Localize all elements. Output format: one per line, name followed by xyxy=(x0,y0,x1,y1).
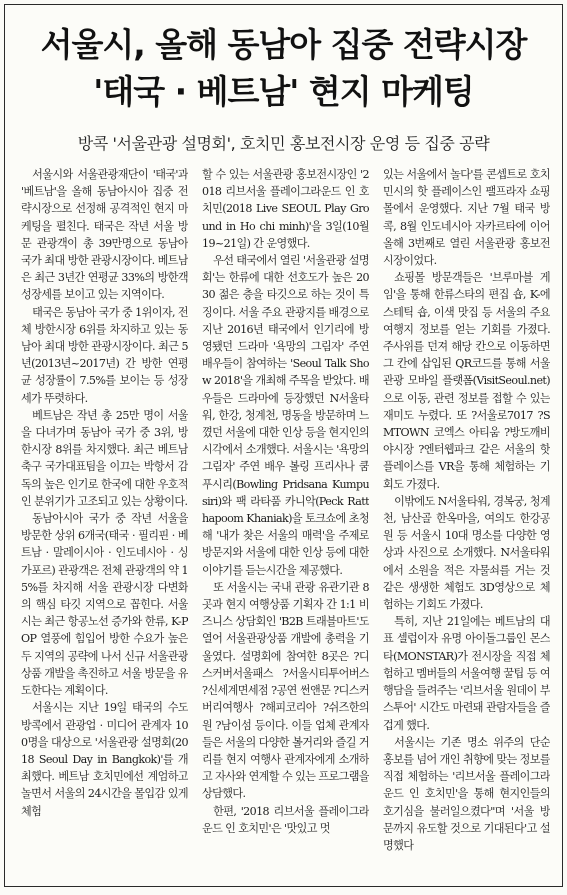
paragraph: 또 서울시는 국내 관광 유관기관 8곳과 현지 여행상품 기획자 간 1:1 비즈니스 상담회인 'B2B 트래블마트'도 열어 서울관광상품 개발에 총력을 기울였다. 설명회에 참여한 8곳은 ?디스커버서울패스 ?서울시티투어버스 ?신세계면세점 ?공연 썬앤문 ?디스커버리여행사 ?해피코리아 ?쉬즈한의원 ?남이섬 등이다. 이들 업체 관계자들은 서울의 다양한 볼거리와 즐길 거리를 현지 여행사 관계자에게 소개하고 자사와 연계할 수 있는 프로그램을 상담했다. xyxy=(202,580,369,801)
article-column-2 xyxy=(202,166,369,884)
article-column-3 xyxy=(383,166,550,884)
subheadline: 방콕 '서울관광 설명회', 호치민 홍보전시장 운영 등 집중 공략 xyxy=(77,134,490,153)
paragraph: 있는 서울에서 놀다'를 콘셉트로 호치민시의 핫 플레이스인 팰프라자 쇼핑몰에서 운영했다. 지난 7월 태국 방콕, 8월 인도네시아 자카르타에 이어 올해 3번째로 열린 서울관광 홍보전시장이었다. xyxy=(383,168,550,268)
paragraph: 우선 태국에서 열린 '서울관광 설명회'는 한류에 대한 선호도가 높은 2030 젊은 층을 타깃으로 하는 것이 특징이다. 서울 주요 관광지를 배경으로 지난 2016년 태국에서 인기리에 방영됐던 드라마 '욕망의 그림자' 주연 배우들이 참여하는 'Seoul Talk Show 2018'을 개최해 주목을 받았다. 배우들은 드라마에 등장했던 N서울타워, 한강, 청계천, 명동을 방문하며 느꼈던 서울에 대한 인상 등을 현지인의 시각에서 소개했다. 서울시는 '욕망의 그림자' 주연 배우 볼링 프리사나 쿰푸시리(Bowling Pridsana Kumpusiri)와 팩 라타품 카니악(Peck Ratthapoom Khaniak)을 토크쇼에 초청해 '내가 찾은 서울의 매력'을 주제로 방문지와 서울에 대한 인상 등에 대한 이야기를 듣는시간을 제공했다. xyxy=(202,254,369,577)
newspaper-article xyxy=(4,4,563,887)
headline-line-2: '태국 · 베트남' 현지 마케팅 xyxy=(93,72,474,111)
headline-line-1: 서울시, 올해 동남아 집중 전략시장 xyxy=(40,25,527,64)
paragraph: 할 수 있는 서울관광 홍보전시장인 '2018 리브서울 플레이그라운드 인 호치민(2018 Live SEOUL Play Ground in Ho chi minh)'을 3일(10월 19~21일) 간 운영했다. xyxy=(202,168,369,250)
paragraph: 특히, 지난 21일에는 베트남의 대표 셀럽이자 유명 아이돌그룹인 몬스타(MONSTAR)가 전시장을 직접 체험하고 멤버들의 서울여행 꿀팁 등 여행담을 들려주는 '리브서울 원데이 부스투어' 시간도 마련돼 관람자들을 즐겁게 했다. xyxy=(383,615,550,732)
paragraph: 서울시는 지난 19일 태국의 수도 방콕에서 관광업 · 미디어 관계자 100명을 대상으로 '서울관광 설명회(2018 Seoul Day in Bangkok)'를 개최했다. 베트남 호치민에선 계엄하고 놀면서 서울의 24시간을 몰입감 있게 체험 xyxy=(21,701,188,818)
paragraph: 한편, '2018 리브서울 플레이그라운드 인 호치민'은 '맛있고 멋 xyxy=(202,804,369,835)
paragraph: 쇼핑몰 방문객들은 '브루마블 게임'을 통해 한류스타의 편집 숍, K-에스테틱 숍, 이색 맛집 등 서울의 주요 여행지 정보를 얻는 기회를 가졌다. 주사위를 던져 해당 칸으로 이동하면 그 칸에 삽입된 QR코드를 통해 서울관광 모바일 플랫폼(VisitSeoul.net)으로 이동, 관련 정보를 접할 수 있는 재미도 누렸다. 또 ?서울로7017 ?SMTOWN 코엑스 아티움 ?방도깨비 야시장 ?엔터웹파크 같은 서울의 핫플레이스를 VR을 통해 체험하는 기회도 가졌다. xyxy=(383,271,550,491)
article-body xyxy=(5,166,562,884)
article-column-1 xyxy=(21,166,188,884)
paragraph: 이밖에도 N서울타워, 경복궁, 청계천, 남산골 한옥마을, 여의도 한강공원 등 서울시 10대 명소를 다양한 영상과 사진으로 소개했다. N서울타워에서 소원을 적은 자물쇠를 거는 것 같은 생생한 체험도 3D영상으로 체험하는 기회도 가졌다. xyxy=(383,494,550,612)
paragraph: 태국은 동남아 국가 중 1위이자, 전체 방한시장 6위를 차지하고 있는 동남아 최대 방한 관광시장이다. 최근 5년(2013년~2017년) 간 방한 연평균 성장률이 7.5%를 보이는 등 성장세가 뚜렷하다. xyxy=(21,305,188,405)
paragraph: 서울시는 기존 명소 위주의 단순 홍보를 넘어 개인 취향에 맞는 정보를 직접 체험하는 '리브서울 플레이그라운드 인 호치민'을 통해 현지인들의 호기심을 불러일으켰다"며 '서울 방문까지 유도할 것으로 기대된다'고 설명했다 xyxy=(383,735,550,852)
paragraph: 베트남은 작년 총 25만 명이 서울을 다녀가며 동남아 국가 중 3위, 방한시장 8위를 차지했다. 최근 베트남 축구 국가대표팀을 이끄는 박항서 감독의 높은 인기로 한국에 대한 우호적인 분위기가 고조되고 있는 상황이다. xyxy=(21,408,188,508)
paragraph: 서울시와 서울관광재단이 '태국'과 '베트남'을 올해 동남아시아 집중 전략시장으로 선정해 공격적인 현지 마케팅을 펼친다. 태국은 작년 서울 방문 관광객이 총 39만명으로 동남아 국가 최대 방한 관광시장이다. 베트남은 최근 3년간 연평균 33%의 방한객 성장세를 보이고 있는 지역이다. xyxy=(21,168,188,302)
paragraph: 동남아시아 국가 중 작년 서울을 방문한 상위 6개국(태국 · 필리핀 · 베트남 · 말레이시아 · 인도네시아 · 싱가포르) 관광객은 전체 관광객의 약 15%를 차지해 서울 관광시장 다변화의 핵심 타깃 지역으로 꼽힌다. 서울시는 최근 항공노선 증가와 한류, K-POP 열풍에 힘입어 방한 수요가 높은 두 지역의 공략에 나서 신규 서울관광상품 개발을 촉진하고 서울 방문을 유도한다는 계획이다. xyxy=(21,512,188,698)
